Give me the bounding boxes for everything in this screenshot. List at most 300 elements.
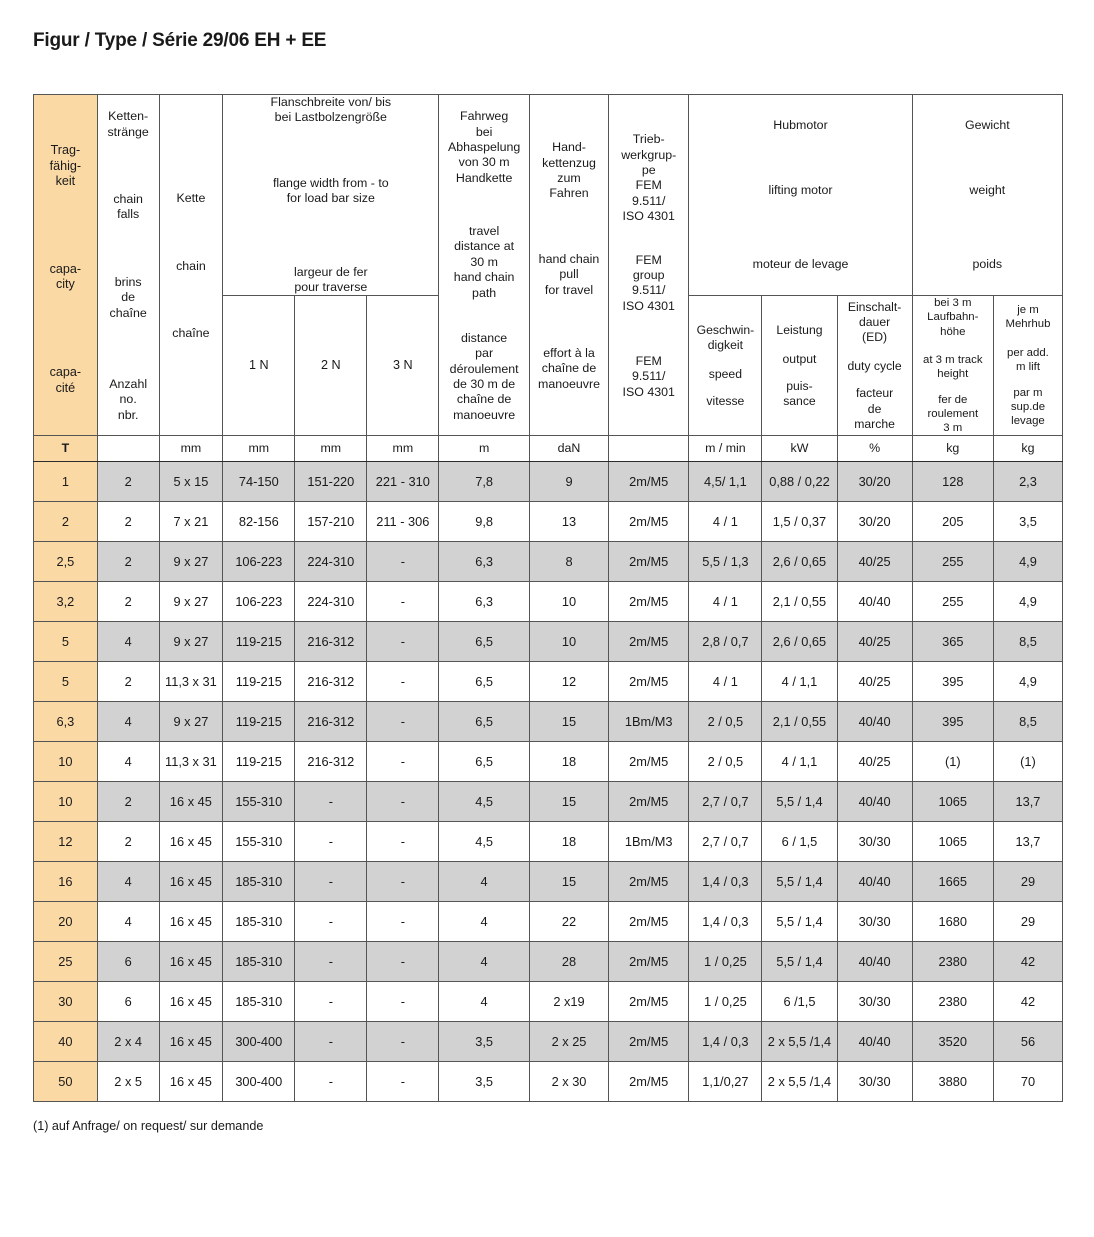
table-cell: 16 x 45: [159, 1022, 223, 1062]
header-weight-track-fr: fer de roulement 3 m: [927, 393, 979, 435]
header-chain-fr: chaîne: [172, 325, 210, 340]
header-flange-2n: 2 N: [295, 296, 367, 436]
header-capacity: [34, 95, 98, 436]
table-row: [34, 822, 1063, 862]
table-cell: 2m/M5: [609, 1062, 689, 1102]
table-cell: 216-312: [295, 622, 367, 662]
header-chain-falls-fr: brins de chaîne: [109, 274, 147, 320]
header-fem-group-fr: FEM 9.511/ ISO 4301: [622, 354, 675, 399]
table-cell: 30/30: [837, 1062, 912, 1102]
header-row-units: [34, 436, 1063, 462]
header-lifting-motor-fr: moteur de levage: [752, 256, 849, 271]
header-travel-distance-de: Fahrweg bei Abhaspelung von 30 m Handkette: [447, 109, 521, 185]
table-cell: 2m/M5: [609, 662, 689, 702]
table-cell: 2,8 / 0,7: [689, 622, 762, 662]
table-cell: 216-312: [295, 702, 367, 742]
table-cell: -: [295, 822, 367, 862]
header-travel-distance-fr: distance par déroulement de 30 m de chaîne de manoeuvre: [449, 330, 519, 422]
table-cell: 40/40: [837, 702, 912, 742]
table-cell: 4,9: [993, 582, 1062, 622]
table-row: [34, 1022, 1063, 1062]
table-row: [34, 502, 1063, 542]
table-cell: 4 / 1: [689, 662, 762, 702]
table-cell: 16 x 45: [159, 822, 223, 862]
table-cell: -: [367, 822, 439, 862]
table-cell: 119-215: [223, 742, 295, 782]
table-cell: 6,5: [439, 622, 530, 662]
table-cell: 8: [529, 542, 608, 582]
table-cell: 2,7 / 0,7: [689, 822, 762, 862]
table-cell: 40/25: [837, 542, 912, 582]
table-cell: 40/40: [837, 862, 912, 902]
table-body: [34, 462, 1063, 1102]
table-cell: 221 - 310: [367, 462, 439, 502]
table-cell: 4,5: [439, 782, 530, 822]
unit-flange-2n: mm: [295, 436, 367, 462]
table-cell: 30/30: [837, 902, 912, 942]
table-cell: 9 x 27: [159, 622, 223, 662]
header-weight-per-m: [993, 296, 1062, 436]
table-cell: -: [295, 782, 367, 822]
header-weight-fr: poids: [972, 256, 1003, 271]
table-cell: 2,7 / 0,7: [689, 782, 762, 822]
table-cell: 1680: [912, 902, 993, 942]
table-row: [34, 462, 1063, 502]
table-cell: 155-310: [223, 822, 295, 862]
header-chain-en: chain: [176, 258, 206, 273]
table-cell: 2,1 / 0,55: [762, 702, 837, 742]
table-cell: 185-310: [223, 862, 295, 902]
table-cell: 300-400: [223, 1022, 295, 1062]
table-cell: 4: [97, 742, 159, 782]
table-row: [34, 982, 1063, 1022]
header-weight-per-m-en: per add. m lift: [1007, 346, 1049, 373]
table-cell: 2 x 5,5 /1,4: [762, 1062, 837, 1102]
unit-motor-output: kW: [762, 436, 837, 462]
table-cell: 2 x 30: [529, 1062, 608, 1102]
table-cell: 16 x 45: [159, 1062, 223, 1102]
table-cell: 2m/M5: [609, 782, 689, 822]
header-weight-per-m-fr: par m sup.de levage: [1010, 386, 1046, 428]
table-cell: 1Bm/M3: [609, 822, 689, 862]
specification-table: [33, 94, 1063, 1102]
table-cell: 4: [97, 862, 159, 902]
unit-flange-1n: mm: [223, 436, 295, 462]
table-cell: 255: [912, 542, 993, 582]
header-lifting-motor-de: Hubmotor: [773, 118, 828, 133]
table-cell: -: [367, 622, 439, 662]
table-cell: 119-215: [223, 702, 295, 742]
table-cell: (1): [993, 742, 1062, 782]
table-cell: 15: [529, 862, 608, 902]
table-cell: 2 / 0,5: [689, 702, 762, 742]
table-cell: 2m/M5: [609, 902, 689, 942]
header-lifting-motor-group: [689, 95, 912, 296]
table-cell: 2m/M5: [609, 582, 689, 622]
table-cell: 11,3 x 31: [159, 742, 223, 782]
table-cell: 9: [529, 462, 608, 502]
header-motor-speed-de: Geschwin- digkeit: [696, 322, 755, 352]
table-row: [34, 782, 1063, 822]
header-hand-chain-pull: [529, 95, 608, 436]
table-cell: 7,8: [439, 462, 530, 502]
row-capacity-cell: 10: [34, 782, 98, 822]
table-cell: -: [295, 1022, 367, 1062]
table-cell: -: [367, 662, 439, 702]
row-capacity-cell: 20: [34, 902, 98, 942]
table-cell: 5 x 15: [159, 462, 223, 502]
unit-motor-duty-cycle: %: [837, 436, 912, 462]
table-cell: 119-215: [223, 662, 295, 702]
table-cell: 185-310: [223, 942, 295, 982]
row-capacity-cell: 30: [34, 982, 98, 1022]
table-cell: 106-223: [223, 582, 295, 622]
table-cell: 16 x 45: [159, 782, 223, 822]
table-cell: 2 x 5: [97, 1062, 159, 1102]
table-cell: 30/20: [837, 502, 912, 542]
table-cell: 1,1/0,27: [689, 1062, 762, 1102]
header-motor-speed-en: speed: [708, 366, 742, 381]
table-cell: 3,5: [439, 1062, 530, 1102]
table-cell: 1 / 0,25: [689, 982, 762, 1022]
table-cell: 4: [439, 862, 530, 902]
table-cell: -: [367, 702, 439, 742]
table-cell: 12: [529, 662, 608, 702]
table-cell: 1 / 0,25: [689, 942, 762, 982]
table-cell: 7 x 21: [159, 502, 223, 542]
table-cell: 4,9: [993, 662, 1062, 702]
table-cell: 1,5 / 0,37: [762, 502, 837, 542]
table-cell: 4 / 1,1: [762, 662, 837, 702]
table-cell: 4 / 1: [689, 582, 762, 622]
header-chain-falls-de: Ketten- stränge: [107, 109, 149, 139]
table-cell: 8,5: [993, 622, 1062, 662]
table-cell: 2: [97, 582, 159, 622]
table-cell: 8,5: [993, 702, 1062, 742]
table-cell: 13,7: [993, 822, 1062, 862]
table-cell: 4,5: [439, 822, 530, 862]
header-capacity-de: Trag- fähig- keit: [49, 143, 82, 189]
header-motor-output-de: Leistung: [776, 322, 823, 337]
table-cell: 16 x 45: [159, 862, 223, 902]
table-cell: -: [367, 742, 439, 782]
table-cell: 1Bm/M3: [609, 702, 689, 742]
table-cell: 18: [529, 742, 608, 782]
table-cell: 1,4 / 0,3: [689, 862, 762, 902]
table-cell: 28: [529, 942, 608, 982]
table-cell: 10: [529, 622, 608, 662]
header-motor-output: [762, 296, 837, 436]
table-row: [34, 862, 1063, 902]
table-cell: 2: [97, 822, 159, 862]
header-flange-3n: 3 N: [367, 296, 439, 436]
header-motor-duty-cycle-en: duty cycle: [847, 359, 902, 374]
table-cell: 3520: [912, 1022, 993, 1062]
table-cell: 10: [529, 582, 608, 622]
table-cell: 2m/M5: [609, 862, 689, 902]
table-cell: 2m/M5: [609, 502, 689, 542]
table-cell: 9 x 27: [159, 702, 223, 742]
table-cell: -: [295, 1062, 367, 1102]
row-capacity-cell: 5: [34, 622, 98, 662]
table-cell: 9,8: [439, 502, 530, 542]
unit-flange-3n: mm: [367, 436, 439, 462]
table-cell: 2: [97, 542, 159, 582]
table-cell: 2m/M5: [609, 622, 689, 662]
table-cell: 6,5: [439, 662, 530, 702]
table-cell: 18: [529, 822, 608, 862]
table-cell: 6: [97, 982, 159, 1022]
table-cell: -: [367, 902, 439, 942]
header-chain-falls: [97, 95, 159, 436]
row-capacity-cell: 40: [34, 1022, 98, 1062]
table-cell: 2380: [912, 942, 993, 982]
table-row: [34, 1062, 1063, 1102]
row-capacity-cell: 25: [34, 942, 98, 982]
table-cell: 6,5: [439, 702, 530, 742]
table-cell: 5,5 / 1,3: [689, 542, 762, 582]
table-cell: 2 x 25: [529, 1022, 608, 1062]
table-cell: 2,6 / 0,65: [762, 622, 837, 662]
table-cell: 4 / 1: [689, 502, 762, 542]
header-motor-speed: [689, 296, 762, 436]
header-chain: [159, 95, 223, 436]
table-cell: 15: [529, 702, 608, 742]
table-cell: 42: [993, 942, 1062, 982]
table-cell: 40/40: [837, 1022, 912, 1062]
table-cell: 6,5: [439, 742, 530, 782]
table-cell: 185-310: [223, 902, 295, 942]
table-cell: 216-312: [295, 742, 367, 782]
header-motor-duty-cycle: [837, 296, 912, 436]
table-cell: 5,5 / 1,4: [762, 942, 837, 982]
table-cell: 70: [993, 1062, 1062, 1102]
table-cell: 42: [993, 982, 1062, 1022]
table-cell: 5,5 / 1,4: [762, 782, 837, 822]
table-cell: -: [367, 862, 439, 902]
header-weight-track-de: bei 3 m Laufbahn- höhe: [927, 297, 979, 338]
row-capacity-cell: 2: [34, 502, 98, 542]
header-weight-track-en: at 3 m track height: [923, 353, 983, 380]
table-cell: 4,5/ 1,1: [689, 462, 762, 502]
table-cell: 16 x 45: [159, 942, 223, 982]
table-cell: 9 x 27: [159, 542, 223, 582]
table-cell: 2: [97, 662, 159, 702]
table-cell: 11,3 x 31: [159, 662, 223, 702]
table-cell: 16 x 45: [159, 902, 223, 942]
table-cell: 9 x 27: [159, 582, 223, 622]
row-capacity-cell: 12: [34, 822, 98, 862]
header-motor-output-fr: puis- sance: [783, 378, 816, 408]
table-cell: (1): [912, 742, 993, 782]
table-cell: -: [367, 1022, 439, 1062]
header-capacity-fr: capa- cité: [49, 365, 82, 395]
table-cell: 4: [97, 902, 159, 942]
table-cell: 3880: [912, 1062, 993, 1102]
table-cell: 1,4 / 0,3: [689, 902, 762, 942]
unit-weight-per-m: kg: [993, 436, 1062, 462]
unit-fem-group: [609, 436, 689, 462]
header-motor-duty-cycle-de: Einschalt- dauer (ED): [847, 299, 902, 345]
table-cell: -: [367, 942, 439, 982]
unit-capacity: T: [34, 436, 98, 462]
header-weight-group: [912, 95, 1062, 296]
header-fem-group: [609, 95, 689, 436]
table-cell: 4: [439, 902, 530, 942]
unit-motor-speed: m / min: [689, 436, 762, 462]
table-cell: 5,5 / 1,4: [762, 862, 837, 902]
header-weight-de: Gewicht: [964, 118, 1010, 133]
table-cell: 2: [97, 502, 159, 542]
header-chain-falls-count: Anzahl no. nbr.: [109, 376, 148, 422]
header-travel-distance: [439, 95, 530, 436]
unit-weight-track: kg: [912, 436, 993, 462]
table-cell: 2: [97, 462, 159, 502]
table-cell: -: [367, 542, 439, 582]
table-cell: 4: [97, 702, 159, 742]
table-cell: 1065: [912, 782, 993, 822]
table-cell: 6: [97, 942, 159, 982]
table-cell: 211 - 306: [367, 502, 439, 542]
table-cell: -: [367, 782, 439, 822]
header-fem-group-de: Trieb- werkgrup- pe FEM 9.511/ ISO 4301: [621, 132, 677, 224]
table-cell: 395: [912, 662, 993, 702]
table-cell: 16 x 45: [159, 982, 223, 1022]
header-row-main: [34, 95, 1063, 296]
table-cell: 74-150: [223, 462, 295, 502]
table-cell: 1065: [912, 822, 993, 862]
header-lifting-motor-en: lifting motor: [768, 183, 833, 198]
table-cell: 2m/M5: [609, 1022, 689, 1062]
row-capacity-cell: 3,2: [34, 582, 98, 622]
unit-travel-distance: m: [439, 436, 530, 462]
header-motor-speed-fr: vitesse: [706, 393, 745, 408]
table-cell: 6 / 1,5: [762, 822, 837, 862]
table-cell: 106-223: [223, 542, 295, 582]
table-cell: 300-400: [223, 1062, 295, 1102]
unit-chain: mm: [159, 436, 223, 462]
table-cell: 0,88 / 0,22: [762, 462, 837, 502]
table-cell: 1665: [912, 862, 993, 902]
table-cell: 40/40: [837, 782, 912, 822]
row-capacity-cell: 5: [34, 662, 98, 702]
row-capacity-cell: 6,3: [34, 702, 98, 742]
table-row: [34, 582, 1063, 622]
header-flange-width-fr: largeur de fer pour traverse: [293, 264, 368, 294]
header-weight-track: [912, 296, 993, 436]
table-cell: 1,4 / 0,3: [689, 1022, 762, 1062]
table-cell: 6,3: [439, 542, 530, 582]
header-hand-chain-pull-fr: effort à la chaîne de manoeuvre: [538, 345, 600, 391]
table-cell: 40/40: [837, 942, 912, 982]
table-cell: 255: [912, 582, 993, 622]
table-cell: 4: [439, 982, 530, 1022]
table-cell: 40/25: [837, 662, 912, 702]
header-hand-chain-pull-en: hand chain pull for travel: [538, 251, 600, 297]
table-cell: 2 x 4: [97, 1022, 159, 1062]
table-cell: 13,7: [993, 782, 1062, 822]
footnote: (1) auf Anfrage/ on request/ sur demande: [33, 1119, 264, 1134]
table-cell: -: [295, 862, 367, 902]
table-row: [34, 902, 1063, 942]
header-capacity-en: capa- city: [49, 261, 82, 292]
table-row: [34, 542, 1063, 582]
header-flange-width-en: flange width from - to for load bar size: [272, 175, 389, 206]
table-cell: 205: [912, 502, 993, 542]
table-cell: 395: [912, 702, 993, 742]
row-capacity-cell: 16: [34, 862, 98, 902]
table-cell: 5,5 / 1,4: [762, 902, 837, 942]
table-cell: 128: [912, 462, 993, 502]
header-travel-distance-en: travel distance at 30 m hand chain path: [453, 224, 515, 300]
table-cell: 30/30: [837, 822, 912, 862]
table-cell: -: [367, 982, 439, 1022]
page-title: Figur / Type / Série 29/06 EH + EE: [33, 30, 327, 51]
header-flange-1n: 1 N: [223, 296, 295, 436]
row-capacity-cell: 2,5: [34, 542, 98, 582]
table-row: [34, 742, 1063, 782]
header-fem-group-en: FEM group 9.511/ ISO 4301: [622, 252, 675, 313]
table-cell: 2m/M5: [609, 942, 689, 982]
table-cell: 29: [993, 902, 1062, 942]
table-cell: 3,5: [993, 502, 1062, 542]
header-hand-chain-pull-de: Hand- kettenzug zum Fahren: [542, 140, 596, 201]
table-cell: 6 /1,5: [762, 982, 837, 1022]
table-row: [34, 622, 1063, 662]
table-cell: 56: [993, 1022, 1062, 1062]
table-cell: 216-312: [295, 662, 367, 702]
table-cell: 40/40: [837, 582, 912, 622]
table-cell: 2m/M5: [609, 462, 689, 502]
header-weight-per-m-de: je m Mehrhub: [1005, 304, 1051, 331]
table-cell: 40/25: [837, 742, 912, 782]
header-motor-output-en: output: [782, 351, 817, 366]
table-cell: -: [295, 942, 367, 982]
table-cell: 13: [529, 502, 608, 542]
table-cell: 3,5: [439, 1022, 530, 1062]
table-cell: 2,1 / 0,55: [762, 582, 837, 622]
table-cell: 185-310: [223, 982, 295, 1022]
table-cell: 2m/M5: [609, 542, 689, 582]
table-cell: -: [367, 1062, 439, 1102]
table-cell: 2380: [912, 982, 993, 1022]
table-cell: 30/20: [837, 462, 912, 502]
table-cell: 2 / 0,5: [689, 742, 762, 782]
table-cell: 4,9: [993, 542, 1062, 582]
table-cell: 4: [97, 622, 159, 662]
table-cell: 2,6 / 0,65: [762, 542, 837, 582]
table-cell: 40/25: [837, 622, 912, 662]
table-cell: 155-310: [223, 782, 295, 822]
table-cell: 4 / 1,1: [762, 742, 837, 782]
unit-chain-falls: [97, 436, 159, 462]
table-cell: 157-210: [295, 502, 367, 542]
table-cell: 151-220: [295, 462, 367, 502]
table-cell: 2m/M5: [609, 742, 689, 782]
unit-hand-chain-pull: daN: [529, 436, 608, 462]
header-flange-width-de: Flanschbreite von/ bis bei Lastbolzengröße: [270, 95, 392, 125]
row-capacity-cell: 10: [34, 742, 98, 782]
table-cell: -: [295, 982, 367, 1022]
table-header: [34, 95, 1063, 462]
table-cell: 30/30: [837, 982, 912, 1022]
header-chain-falls-en: chain falls: [113, 192, 143, 222]
header-flange-width-group: [223, 95, 439, 296]
table-cell: 2: [97, 782, 159, 822]
table-row: [34, 662, 1063, 702]
table-cell: 2 x 5,5 /1,4: [762, 1022, 837, 1062]
table-cell: 365: [912, 622, 993, 662]
